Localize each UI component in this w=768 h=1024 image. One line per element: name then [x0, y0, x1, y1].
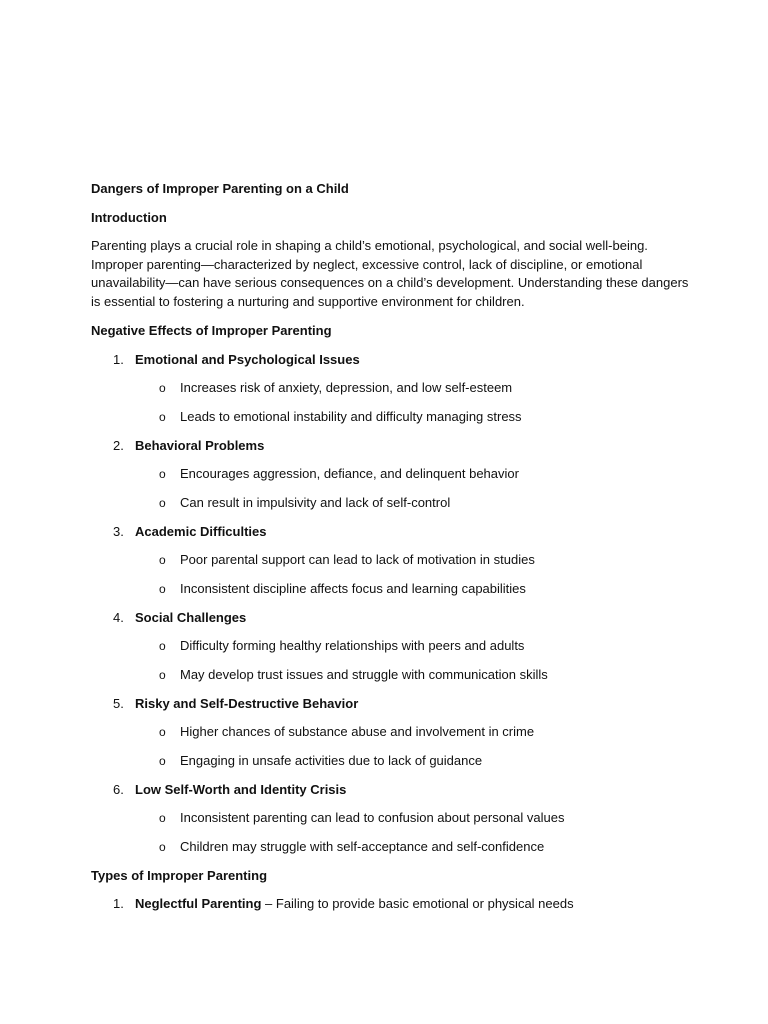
- list-item: [135, 379, 691, 398]
- bullet-icon: o: [159, 840, 166, 854]
- list-number: 5.: [113, 695, 124, 711]
- effect-points: [135, 637, 691, 685]
- effects-list: [91, 351, 691, 857]
- point-text: Inconsistent discipline affects focus and learning capabilities: [180, 581, 526, 596]
- list-item: [135, 723, 691, 742]
- list-number: 1.: [113, 351, 124, 367]
- list-item: [135, 494, 691, 513]
- point-text: Can result in impulsivity and lack of self-control: [180, 495, 451, 510]
- effect-title: Emotional and Psychological Issues: [135, 351, 360, 367]
- point-text: Encourages aggression, defiance, and delinquent behavior: [180, 466, 519, 481]
- list-number: 3.: [113, 523, 124, 539]
- list-item: [135, 752, 691, 771]
- point-text: Poor parental support can lead to lack of motivation in studies: [180, 552, 535, 567]
- bullet-icon: o: [159, 553, 166, 567]
- bullet-icon: o: [159, 381, 166, 395]
- effect-item-2: [91, 437, 691, 513]
- point-text: Engaging in unsafe activities due to lack of guidance: [180, 753, 483, 768]
- bullet-icon: o: [159, 410, 166, 424]
- list-number: 1.: [113, 896, 124, 911]
- bullet-icon: o: [159, 582, 166, 596]
- effect-points: [135, 465, 691, 513]
- point-text: May develop trust issues and struggle with communication skills: [180, 667, 548, 682]
- list-item: [135, 580, 691, 599]
- effect-item-4: [91, 609, 691, 685]
- effect-title: Social Challenges: [135, 609, 247, 625]
- bullet-icon: o: [159, 811, 166, 825]
- list-item: [135, 465, 691, 484]
- list-item: [135, 809, 691, 828]
- intro-paragraph: Parenting plays a crucial role in shaping a child’s emotional, psychological, and social well-being. Improper parenting—characterized by neglect, excessive control, lack of discipline, or emotional unavailability—can have serious consequences on a child’s development. Understanding these dangers is essential to fostering a nurturing and supportive environment for children.: [91, 238, 689, 309]
- list-number: 2.: [113, 437, 124, 453]
- effect-points: [135, 379, 691, 427]
- point-text: Higher chances of substance abuse and involvement in crime: [180, 724, 535, 739]
- bullet-icon: o: [159, 496, 166, 510]
- point-text: Children may struggle with self-acceptance and self-confidence: [180, 839, 545, 854]
- list-item: [135, 408, 691, 427]
- list-item: [135, 551, 691, 570]
- bullet-icon: o: [159, 467, 166, 481]
- point-text: Increases risk of anxiety, depression, and low self-esteem: [180, 380, 513, 395]
- effect-item-5: [91, 695, 691, 771]
- intro-heading: Introduction: [91, 209, 167, 225]
- effect-item-6: [91, 781, 691, 857]
- effect-item-1: [91, 351, 691, 427]
- types-list: [91, 895, 691, 914]
- point-text: Difficulty forming healthy relationships with peers and adults: [180, 638, 525, 653]
- effect-title: Behavioral Problems: [135, 437, 265, 453]
- list-item: [135, 666, 691, 685]
- effects-heading: Negative Effects of Improper Parenting: [91, 323, 332, 338]
- effect-item-3: [91, 523, 691, 599]
- list-number: 4.: [113, 609, 124, 625]
- effect-points: [135, 723, 691, 771]
- effect-title: Low Self-Worth and Identity Crisis: [135, 781, 347, 797]
- bullet-icon: o: [159, 639, 166, 653]
- list-item: [135, 838, 691, 857]
- bullet-icon: o: [159, 668, 166, 682]
- effect-points: [135, 551, 691, 599]
- bullet-icon: o: [159, 725, 166, 739]
- effect-title: Risky and Self-Destructive Behavior: [135, 695, 359, 711]
- list-item: [135, 637, 691, 656]
- list-number: 6.: [113, 781, 124, 797]
- point-text: Inconsistent parenting can lead to confusion about personal values: [180, 810, 565, 825]
- bullet-icon: o: [159, 754, 166, 768]
- point-text: Leads to emotional instability and difficulty managing stress: [180, 409, 522, 424]
- document-title: Dangers of Improper Parenting on a Child: [91, 181, 349, 196]
- type-item-1: [91, 895, 691, 914]
- effect-title: Academic Difficulties: [135, 523, 267, 539]
- types-heading: Types of Improper Parenting: [91, 867, 268, 883]
- document-page: [91, 180, 691, 924]
- type-title: Neglectful Parenting: [135, 896, 262, 911]
- effect-points: [135, 809, 691, 857]
- type-description: – Failing to provide basic emotional or physical needs: [261, 896, 574, 911]
